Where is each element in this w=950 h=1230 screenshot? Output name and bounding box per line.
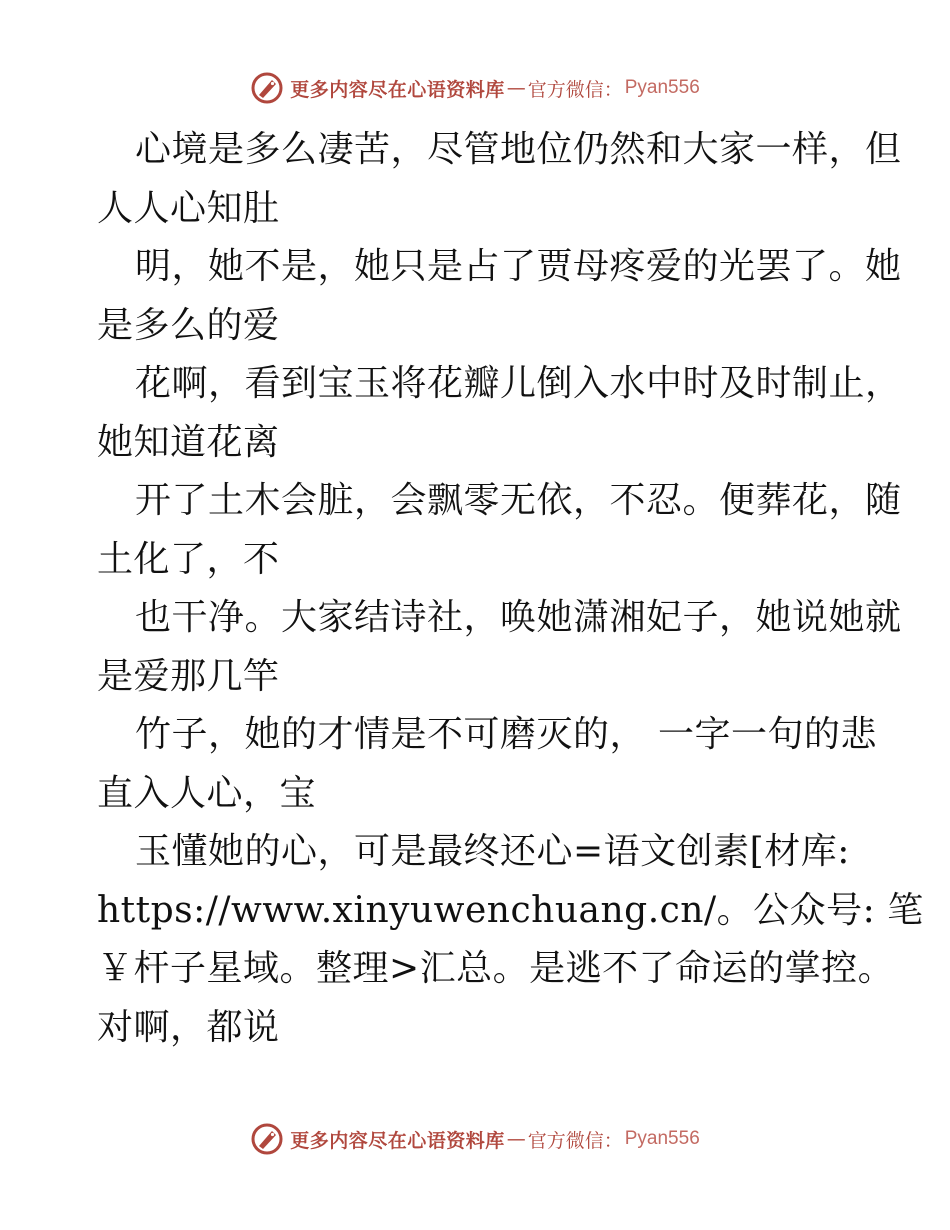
text-line: https://www.xinyuwenchuang.cn/。公众号: 笔	[97, 889, 924, 931]
text-line: 人人心知肚	[97, 187, 280, 229]
text-line: 花啊，看到宝玉将花瓣儿倒入水中时及时制止，	[135, 363, 902, 404]
text-line: 是爱那几竿	[97, 655, 280, 697]
text-line: 是多么的爱	[97, 304, 280, 346]
text-line: 开了土木会脏，会飘零无依，不忍。便葬花，随	[135, 480, 902, 521]
footer-dash: —	[506, 1128, 526, 1150]
text-line: 心境是多么凄苦，尽管地位仍然和大家一样，但	[135, 129, 902, 170]
footer-banner	[0, 1122, 950, 1156]
text-line: 明，她不是，她只是占了贾母疼爱的光罢了。她	[135, 246, 902, 287]
footer-site-name: 更多内容尽在心语资料库	[290, 1129, 505, 1152]
pen-nib-circle-icon	[250, 1122, 284, 1156]
text-line: 对啊，都说	[97, 1006, 280, 1048]
footer-wechat-label: 官方微信：	[527, 1129, 623, 1152]
header-wechat-id: Pyan556	[624, 77, 700, 98]
text-line: 她知道花离	[97, 421, 280, 463]
text-line: 土化了，不	[97, 538, 280, 580]
text-line: 直入人心，宝	[97, 772, 317, 814]
header-wechat-label: 官方微信：	[527, 78, 623, 101]
text-line: ￥杆子星域。整理>汇总。是逃不了命运的掌控。	[97, 948, 895, 989]
footer-wechat-id: Pyan556	[624, 1128, 700, 1149]
text-line: 竹子，她的才情是不可磨灭的， 一字一句的悲	[135, 714, 877, 755]
text-line: 也干净。大家结诗社，唤她潇湘妃子，她说她就	[135, 597, 902, 638]
document-body	[97, 121, 924, 1057]
header-site-name: 更多内容尽在心语资料库	[290, 78, 505, 101]
text-line: 玉懂她的心，可是最终还心=语文创素[材库:	[135, 831, 850, 872]
header-dash: —	[506, 77, 526, 99]
header-banner	[0, 71, 950, 105]
pen-nib-circle-icon	[250, 71, 284, 105]
